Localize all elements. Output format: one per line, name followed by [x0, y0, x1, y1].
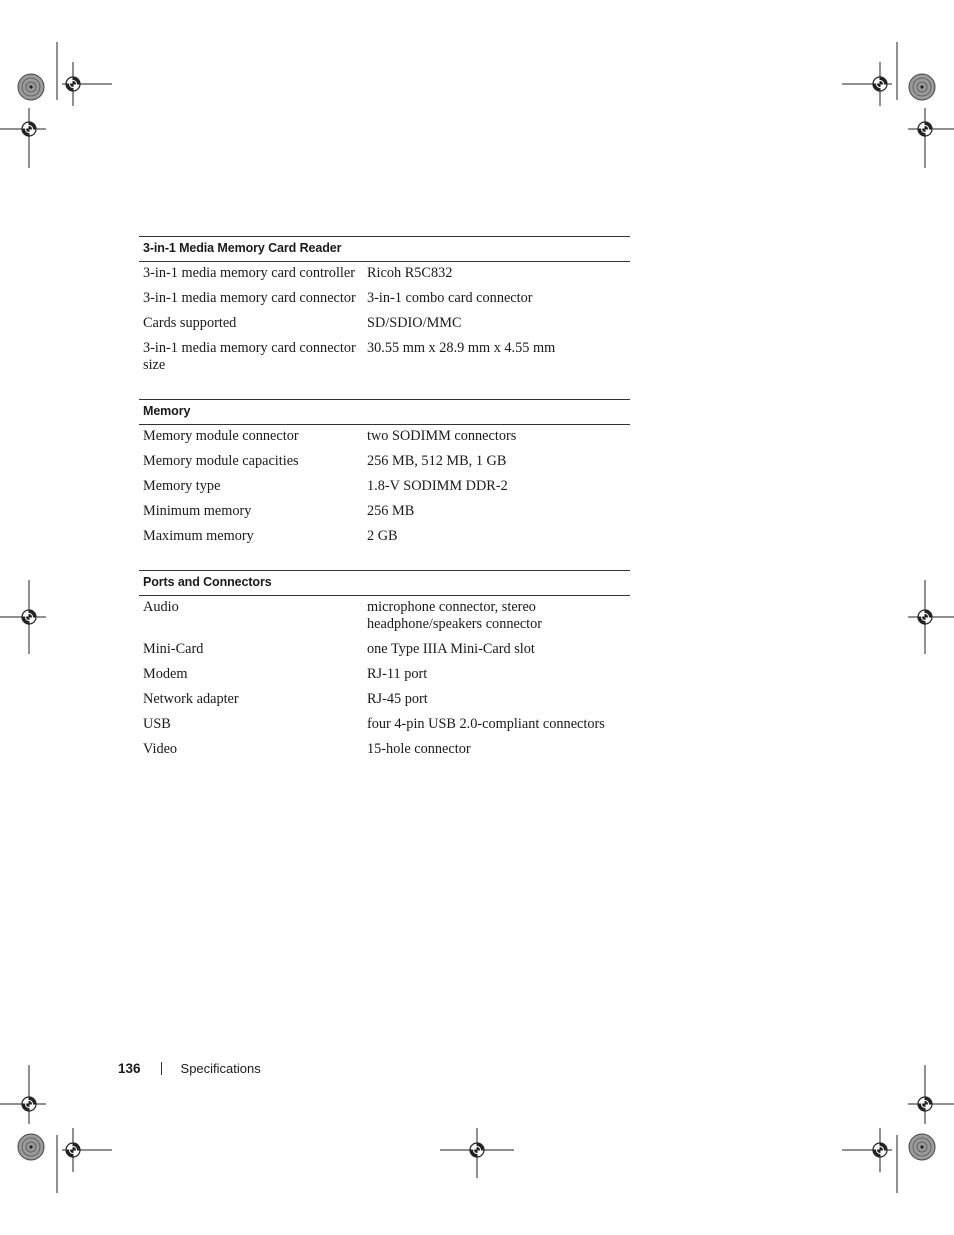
page-footer: [118, 1061, 261, 1076]
table-row: [139, 289, 630, 314]
spec-label: Memory type: [143, 478, 221, 494]
spec-label: USB: [143, 716, 171, 732]
table-row: [139, 640, 630, 665]
spec-label: Network adapter: [143, 691, 239, 707]
section-heading: Memory: [139, 399, 630, 425]
table-row: [139, 740, 630, 765]
table-row: [139, 527, 630, 552]
spec-value: Ricoh R5C832: [367, 265, 453, 281]
footer-section-title: Specifications: [180, 1061, 261, 1076]
spec-value: 2 GB: [367, 528, 398, 544]
spec-value: 30.55 mm x 28.9 mm x 4.55 mm: [367, 340, 556, 356]
section-heading: 3-in-1 Media Memory Card Reader: [139, 236, 630, 262]
spec-label: Video: [143, 741, 178, 757]
spec-label: Minimum memory: [143, 503, 252, 519]
spec-value: 256 MB, 512 MB, 1 GB: [367, 453, 507, 469]
table-row: [139, 477, 630, 502]
spec-value: one Type IIIA Mini-Card slot: [367, 641, 535, 657]
card-reader-section: [139, 236, 630, 385]
spec-label: Audio: [143, 599, 179, 615]
spec-value: two SODIMM connectors: [367, 428, 517, 444]
spec-value: four 4-pin USB 2.0-compliant connectors: [367, 716, 605, 732]
spec-label: Modem: [143, 666, 188, 682]
spec-label: Mini-Card: [143, 641, 204, 657]
table-row: [139, 314, 630, 339]
spec-value: SD/SDIO/MMC: [367, 315, 462, 331]
footer-divider: [161, 1062, 162, 1075]
table-row: [139, 339, 630, 381]
spec-value: 256 MB: [367, 503, 415, 519]
table-row: [139, 427, 630, 452]
section-heading: Ports and Connectors: [139, 570, 630, 596]
page-number: 136: [118, 1061, 141, 1076]
spec-label: 3-in-1 media memory card connector size: [143, 340, 356, 373]
table-row: [139, 715, 630, 740]
table-row: [139, 690, 630, 715]
spec-label: Memory module capacities: [143, 453, 299, 469]
spec-value: microphone connector, stereo headphone/speakers connector: [367, 599, 543, 632]
memory-section: [139, 399, 630, 556]
table-row: [139, 598, 630, 640]
specifications-table: [139, 236, 630, 769]
spec-label: 3-in-1 media memory card controller: [143, 265, 355, 281]
spec-label: 3-in-1 media memory card connector: [143, 290, 356, 306]
spec-value: 15-hole connector: [367, 741, 471, 757]
spec-value: RJ-45 port: [367, 691, 428, 707]
table-row: [139, 665, 630, 690]
table-row: [139, 264, 630, 289]
spec-value: 1.8-V SODIMM DDR-2: [367, 478, 508, 494]
spec-value: 3-in-1 combo card connector: [367, 290, 533, 306]
ports-connectors-section: [139, 570, 630, 769]
spec-label: Cards supported: [143, 315, 237, 331]
spec-label: Maximum memory: [143, 528, 254, 544]
table-row: [139, 452, 630, 477]
table-row: [139, 502, 630, 527]
spec-value: RJ-11 port: [367, 666, 428, 682]
spec-label: Memory module connector: [143, 428, 299, 444]
